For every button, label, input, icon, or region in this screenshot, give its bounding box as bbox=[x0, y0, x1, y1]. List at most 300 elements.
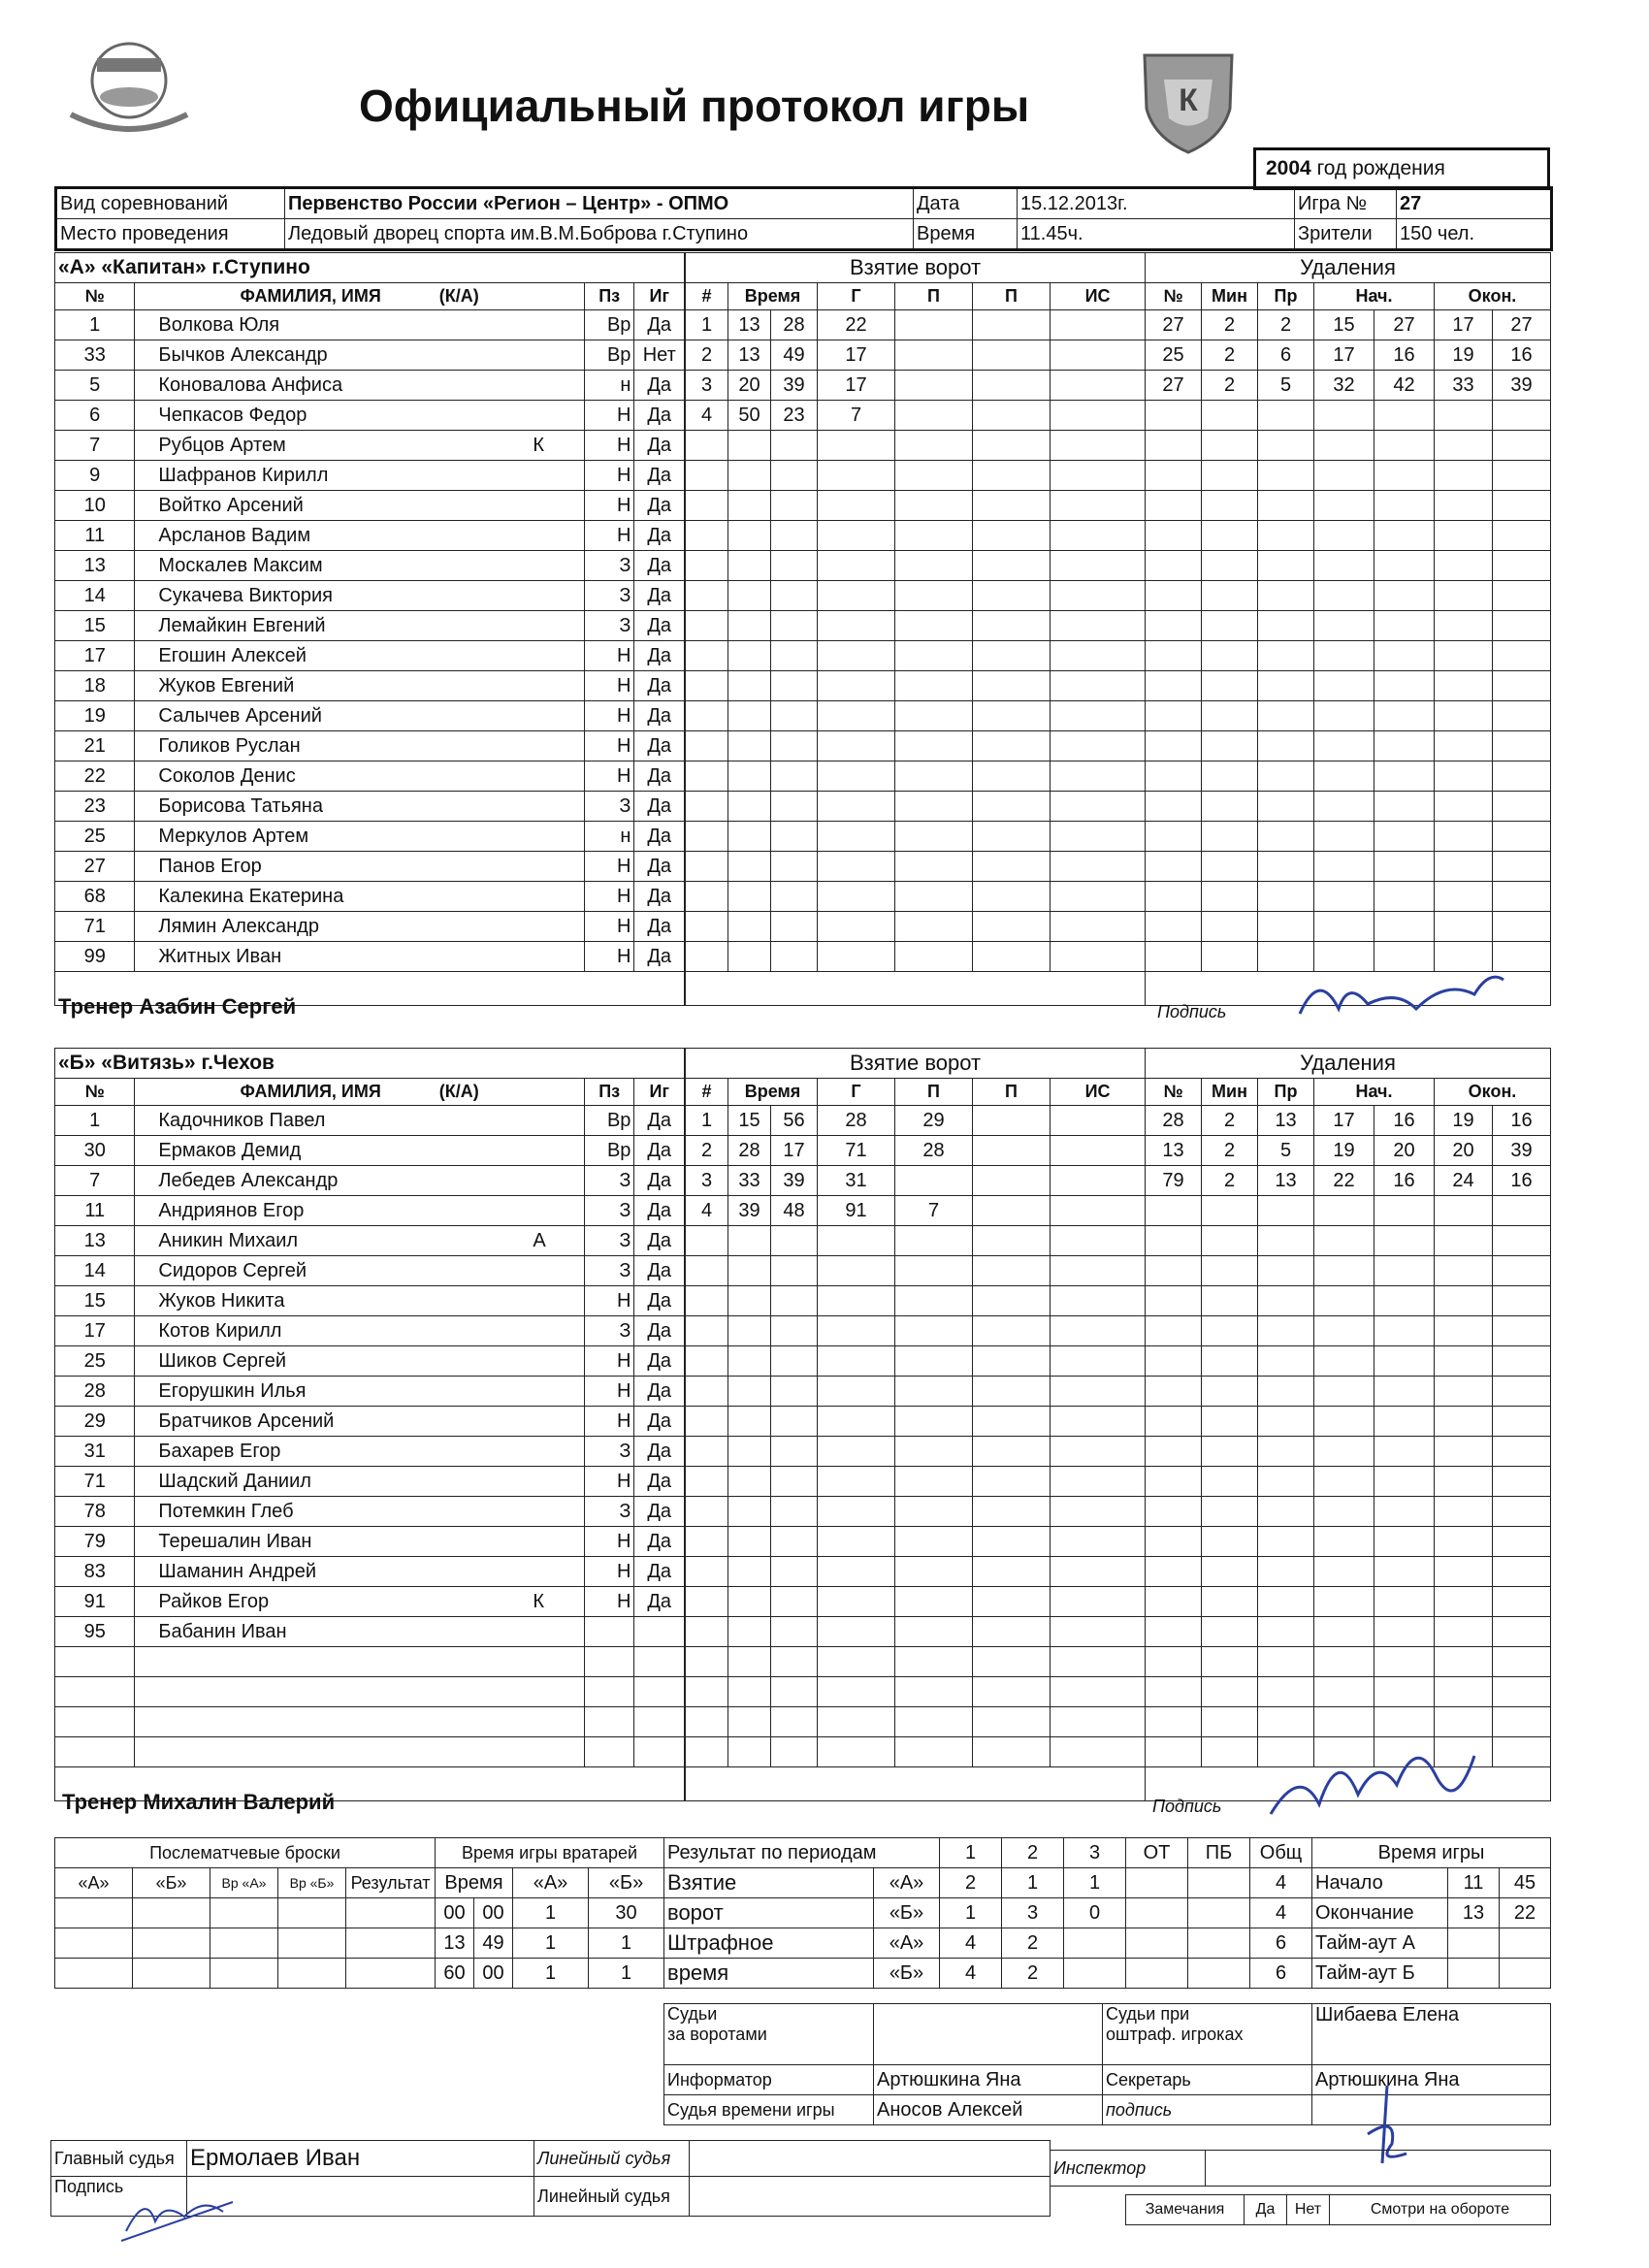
penalty-end-min bbox=[1435, 491, 1493, 521]
year-text: год рождения bbox=[1316, 157, 1445, 179]
goal-number bbox=[686, 852, 728, 882]
penalty-end-min bbox=[1435, 1647, 1493, 1677]
penalty-player bbox=[1146, 461, 1202, 491]
player-name-cell bbox=[135, 551, 585, 581]
player-position bbox=[584, 1617, 634, 1647]
goal-number bbox=[686, 822, 728, 852]
penalty-reason: 5 bbox=[1258, 371, 1314, 401]
player-position: Н bbox=[584, 1587, 634, 1617]
penalty-minutes bbox=[1202, 852, 1258, 882]
goal-assist1: 7 bbox=[895, 1196, 973, 1226]
penalty-minutes bbox=[1202, 1617, 1258, 1647]
goal-assist2 bbox=[973, 340, 1051, 371]
goal-second: 49 bbox=[771, 340, 818, 371]
penalty-minutes bbox=[1202, 1677, 1258, 1707]
goal-second bbox=[771, 1707, 818, 1737]
goal-number bbox=[686, 1467, 728, 1497]
penalty-start-sec bbox=[1374, 912, 1435, 942]
penalty-reason bbox=[1258, 1587, 1314, 1617]
goal-second bbox=[771, 912, 818, 942]
penalty-end-sec: 39 bbox=[1493, 1136, 1551, 1166]
goals-b-label: ворот bbox=[664, 1898, 874, 1928]
pz-header: Пз bbox=[584, 283, 634, 310]
shootout-b-header: «Б» bbox=[133, 1868, 210, 1898]
penalty-end-sec bbox=[1493, 1286, 1551, 1316]
player-played: Да bbox=[634, 1136, 685, 1166]
penalty-reason bbox=[1258, 822, 1314, 852]
penalty-start-min bbox=[1314, 431, 1374, 461]
player-row bbox=[55, 882, 685, 912]
penalty-start-min bbox=[1314, 912, 1374, 942]
penalty-end-min bbox=[1435, 641, 1493, 671]
name-header bbox=[135, 283, 585, 310]
penalty-row bbox=[1146, 431, 1551, 461]
name-header bbox=[135, 1079, 585, 1106]
goalie-a-number: 1 bbox=[513, 1898, 589, 1928]
team-a-penalties bbox=[1145, 252, 1551, 1006]
penalty-row bbox=[1146, 1166, 1551, 1196]
goal-number bbox=[686, 1377, 728, 1407]
end-label: Окончание bbox=[1312, 1898, 1448, 1928]
year-box bbox=[1253, 147, 1550, 190]
goal-assist2 bbox=[973, 1286, 1051, 1316]
penalty-player bbox=[1146, 1677, 1202, 1707]
penalty-start-sec bbox=[1374, 1196, 1435, 1226]
penalty-start-min: 32 bbox=[1314, 371, 1374, 401]
penalty-reason: 13 bbox=[1258, 1106, 1314, 1136]
linesman1-label: Линейный судья bbox=[534, 2141, 690, 2177]
player-row bbox=[55, 1587, 685, 1617]
goal-situation bbox=[1051, 912, 1146, 942]
player-row bbox=[55, 1497, 685, 1527]
penalty-row bbox=[1146, 1136, 1551, 1166]
goal-scorer bbox=[818, 611, 895, 641]
player-row bbox=[55, 1527, 685, 1557]
penalty-end-sec bbox=[1493, 581, 1551, 611]
goals-a-team: «А» bbox=[874, 1868, 940, 1898]
goal-assist2 bbox=[973, 1737, 1051, 1767]
penalty-reason bbox=[1258, 1346, 1314, 1377]
goal-number: 4 bbox=[686, 1196, 728, 1226]
penalty-player: 13 bbox=[1146, 1136, 1202, 1166]
penalty-end-sec bbox=[1493, 671, 1551, 701]
player-number: 11 bbox=[55, 1196, 135, 1226]
goal-scorer bbox=[818, 942, 895, 972]
goal-scorer bbox=[818, 1527, 895, 1557]
goal-row bbox=[686, 1707, 1146, 1737]
goals-title: Взятие ворот bbox=[686, 253, 1146, 283]
player-name-cell bbox=[135, 1497, 585, 1527]
pz-header: Пз bbox=[584, 1079, 634, 1106]
goal-assist2 bbox=[973, 671, 1051, 701]
team-b-signature bbox=[1261, 1727, 1494, 1838]
goals-a-period-value bbox=[1126, 1868, 1188, 1898]
goalie-time-row bbox=[436, 1959, 664, 1989]
goal-minute bbox=[728, 1677, 771, 1707]
goal-situation bbox=[1051, 942, 1146, 972]
assist1-header: П bbox=[895, 1079, 973, 1106]
shootout-result-header: Результат bbox=[346, 1868, 436, 1898]
goal-situation bbox=[1051, 1256, 1146, 1286]
player-played: Да bbox=[634, 1557, 685, 1587]
informer-label: Информатор bbox=[664, 2065, 874, 2095]
player-name-cell bbox=[135, 822, 585, 852]
player-played: Да bbox=[634, 1407, 685, 1437]
penalty-end-min bbox=[1435, 1467, 1493, 1497]
player-played bbox=[634, 1737, 685, 1767]
player-name-cell bbox=[135, 701, 585, 731]
penalty-reason bbox=[1258, 1497, 1314, 1527]
player-row bbox=[55, 1136, 685, 1166]
team-a-coach: Тренер Азабин Сергей bbox=[58, 994, 297, 1019]
goal-row bbox=[686, 521, 1146, 551]
penalty-minutes bbox=[1202, 551, 1258, 581]
goal-second bbox=[771, 1226, 818, 1256]
penalty-end-min bbox=[1435, 1346, 1493, 1377]
player-position: З bbox=[584, 1497, 634, 1527]
period-results-title: Результат по периодам bbox=[664, 1838, 940, 1868]
goal-minute: 13 bbox=[728, 310, 771, 340]
goal-minute bbox=[728, 1407, 771, 1437]
goal-assist2 bbox=[973, 1256, 1051, 1286]
goal-assist2 bbox=[973, 1377, 1051, 1407]
pen-min-header: Мин bbox=[1202, 283, 1258, 310]
penalty-start-sec bbox=[1374, 1467, 1435, 1497]
player-row bbox=[55, 701, 685, 731]
penalty-reason bbox=[1258, 792, 1314, 822]
player-number: 13 bbox=[55, 1226, 135, 1256]
player-row bbox=[55, 1166, 685, 1196]
goals-b-period-value: 1 bbox=[940, 1898, 1002, 1928]
penalty-player bbox=[1146, 1497, 1202, 1527]
goalie-time-row bbox=[436, 1898, 664, 1928]
goal-situation bbox=[1051, 1587, 1146, 1617]
goal-assist2 bbox=[973, 792, 1051, 822]
penalty-end-sec bbox=[1493, 491, 1551, 521]
penalty-start-sec bbox=[1374, 1557, 1435, 1587]
goal-assist1 bbox=[895, 491, 973, 521]
penalty-start-sec bbox=[1374, 491, 1435, 521]
penalty-reason bbox=[1258, 1256, 1314, 1286]
player-played bbox=[634, 1707, 685, 1737]
penalty-end-sec bbox=[1493, 551, 1551, 581]
game-info-table bbox=[54, 186, 1553, 251]
penalty-end-sec bbox=[1493, 1677, 1551, 1707]
goal-minute bbox=[728, 1707, 771, 1737]
penalty-end-min bbox=[1435, 1497, 1493, 1527]
goal-second bbox=[771, 792, 818, 822]
player-name-cell bbox=[135, 1136, 585, 1166]
goal-assist2 bbox=[973, 310, 1051, 340]
goal-situation bbox=[1051, 461, 1146, 491]
goalie-a-number: 1 bbox=[513, 1928, 589, 1959]
penalty-player bbox=[1146, 401, 1202, 431]
goal-assist1 bbox=[895, 1557, 973, 1587]
goal-assist2 bbox=[973, 1587, 1051, 1617]
goal-scorer bbox=[818, 431, 895, 461]
player-name-cell bbox=[135, 1377, 585, 1407]
penalty-end-min bbox=[1435, 882, 1493, 912]
penalty-end-min bbox=[1435, 671, 1493, 701]
player-number: 91 bbox=[55, 1587, 135, 1617]
penalty-time-a-period-value bbox=[1126, 1928, 1188, 1959]
penalty-player bbox=[1146, 1587, 1202, 1617]
goal-row bbox=[686, 1106, 1146, 1136]
penalty-row bbox=[1146, 1617, 1551, 1647]
player-row bbox=[55, 1316, 685, 1346]
goals-b-period-value: 3 bbox=[1002, 1898, 1064, 1928]
player-position: З bbox=[584, 1226, 634, 1256]
timeout-b-label: Тайм-аут Б bbox=[1312, 1959, 1448, 1989]
player-position: Н bbox=[584, 491, 634, 521]
goal-row bbox=[686, 310, 1146, 340]
penalty-reason bbox=[1258, 611, 1314, 641]
player-name: Жуков Никита bbox=[158, 1289, 285, 1312]
player-row bbox=[55, 1707, 685, 1737]
inspector-label: Инспектор bbox=[1051, 2151, 1206, 2187]
player-name: Кадочников Павел bbox=[158, 1109, 326, 1131]
player-played: Да bbox=[634, 581, 685, 611]
player-number: 7 bbox=[55, 1166, 135, 1196]
penalty-reason: 5 bbox=[1258, 1136, 1314, 1166]
penalty-row bbox=[1146, 1256, 1551, 1286]
goal-row bbox=[686, 882, 1146, 912]
player-name: Меркулов Артем bbox=[158, 825, 309, 847]
player-name: Войтко Арсений bbox=[158, 494, 304, 516]
goal-minute bbox=[728, 1256, 771, 1286]
team-b-title: «Б» «Витязь» г.Чехов bbox=[55, 1049, 685, 1079]
player-position: З bbox=[584, 611, 634, 641]
goal-assist2 bbox=[973, 611, 1051, 641]
goal-second bbox=[771, 461, 818, 491]
player-row bbox=[55, 1196, 685, 1226]
penalty-start-min bbox=[1314, 1226, 1374, 1256]
penalty-reason bbox=[1258, 551, 1314, 581]
player-number: 1 bbox=[55, 1106, 135, 1136]
player-name: Котов Кирилл bbox=[158, 1319, 282, 1342]
penalty-end-min bbox=[1435, 1377, 1493, 1407]
goal-situation bbox=[1051, 882, 1146, 912]
player-number: 31 bbox=[55, 1437, 135, 1467]
penalty-row bbox=[1146, 1196, 1551, 1226]
goal-assist1 bbox=[895, 1316, 973, 1346]
penalty-end-min bbox=[1435, 1557, 1493, 1587]
player-name: Аникин Михаил bbox=[158, 1229, 299, 1251]
goal-assist1 bbox=[895, 431, 973, 461]
penalty-player bbox=[1146, 641, 1202, 671]
goalie-time-row bbox=[436, 1928, 664, 1959]
penalty-start-sec bbox=[1374, 822, 1435, 852]
penalty-start-sec bbox=[1374, 1316, 1435, 1346]
player-name-cell bbox=[135, 852, 585, 882]
secretary-value: Артюшкина Яна bbox=[1312, 2065, 1551, 2095]
player-played bbox=[634, 1677, 685, 1707]
period-header-6: Общ bbox=[1250, 1838, 1312, 1868]
goal-assist2 bbox=[973, 1407, 1051, 1437]
goal-row bbox=[686, 581, 1146, 611]
player-name-cell bbox=[135, 1437, 585, 1467]
player-row bbox=[55, 371, 685, 401]
penalty-row bbox=[1146, 1587, 1551, 1617]
player-played: Да bbox=[634, 1527, 685, 1557]
player-position: З bbox=[584, 1196, 634, 1226]
player-position: Вр bbox=[584, 1136, 634, 1166]
goal-scorer bbox=[818, 671, 895, 701]
goalie-second: 00 bbox=[474, 1898, 513, 1928]
goal-num-header: # bbox=[686, 1079, 728, 1106]
penalty-start-min bbox=[1314, 701, 1374, 731]
goal-assist2 bbox=[973, 1226, 1051, 1256]
penalty-row bbox=[1146, 551, 1551, 581]
penalty-row bbox=[1146, 1407, 1551, 1437]
start-label: Начало bbox=[1312, 1868, 1448, 1898]
player-played: Да bbox=[634, 852, 685, 882]
goal-row bbox=[686, 1136, 1146, 1166]
player-name: Шадский Даниил bbox=[158, 1470, 311, 1492]
penalty-minutes bbox=[1202, 1377, 1258, 1407]
penalty-minutes bbox=[1202, 671, 1258, 701]
player-played: Да bbox=[634, 1497, 685, 1527]
goal-row bbox=[686, 340, 1146, 371]
player-played: Да bbox=[634, 1106, 685, 1136]
penalty-row bbox=[1146, 310, 1551, 340]
goal-minute: 39 bbox=[728, 1196, 771, 1226]
player-position: З bbox=[584, 1316, 634, 1346]
goal-row bbox=[686, 491, 1146, 521]
goal-row bbox=[686, 611, 1146, 641]
penalty-row bbox=[1146, 581, 1551, 611]
penalty-reason bbox=[1258, 1617, 1314, 1647]
goal-assist2 bbox=[973, 1467, 1051, 1497]
goal-row bbox=[686, 401, 1146, 431]
penalty-minutes: 2 bbox=[1202, 1106, 1258, 1136]
goal-assist1 bbox=[895, 852, 973, 882]
goal-row bbox=[686, 461, 1146, 491]
penalty-time-b-period-value bbox=[1064, 1959, 1126, 1989]
penalty-player bbox=[1146, 1286, 1202, 1316]
penalty-start-min bbox=[1314, 611, 1374, 641]
competition-label: Вид соревнований bbox=[56, 188, 285, 219]
goal-number bbox=[686, 701, 728, 731]
penalty-minutes bbox=[1202, 461, 1258, 491]
penalty-reason bbox=[1258, 401, 1314, 431]
player-name-cell bbox=[135, 1737, 585, 1767]
goal-situation bbox=[1051, 852, 1146, 882]
penalty-end-sec bbox=[1493, 1196, 1551, 1226]
goal-situation bbox=[1051, 340, 1146, 371]
goal-scorer bbox=[818, 1286, 895, 1316]
penalty-player bbox=[1146, 1557, 1202, 1587]
goal-second: 39 bbox=[771, 371, 818, 401]
goal-minute bbox=[728, 671, 771, 701]
goal-scorer-header: Г bbox=[818, 283, 895, 310]
goal-assist2 bbox=[973, 822, 1051, 852]
player-row bbox=[55, 340, 685, 371]
goal-number bbox=[686, 1557, 728, 1587]
player-name-cell bbox=[135, 1677, 585, 1707]
penalty-player: 27 bbox=[1146, 310, 1202, 340]
penalty-end-sec: 16 bbox=[1493, 340, 1551, 371]
time-value: 11.45ч. bbox=[1018, 219, 1295, 250]
penalty-player bbox=[1146, 1256, 1202, 1286]
timeout-a-label: Тайм-аут А bbox=[1312, 1928, 1448, 1959]
ka-header: (К/А) bbox=[438, 286, 479, 306]
goalie-minute: 13 bbox=[436, 1928, 474, 1959]
player-row bbox=[55, 761, 685, 792]
penalty-reason bbox=[1258, 1527, 1314, 1557]
penalty-start-sec bbox=[1374, 1286, 1435, 1316]
penalty-end-sec bbox=[1493, 1226, 1551, 1256]
goal-second bbox=[771, 1737, 818, 1767]
goal-assist2 bbox=[973, 371, 1051, 401]
goal-assist1 bbox=[895, 1617, 973, 1647]
goal-number: 1 bbox=[686, 1106, 728, 1136]
penalty-end-sec bbox=[1493, 1346, 1551, 1377]
goal-situation bbox=[1051, 581, 1146, 611]
penalty-player bbox=[1146, 431, 1202, 461]
goal-minute bbox=[728, 1316, 771, 1346]
remarks-no: Нет bbox=[1287, 2195, 1330, 2225]
player-name-cell bbox=[135, 882, 585, 912]
player-number: 28 bbox=[55, 1377, 135, 1407]
penalty-end-min: 24 bbox=[1435, 1166, 1493, 1196]
goals-b-period-value bbox=[1188, 1898, 1250, 1928]
penalty-end-sec bbox=[1493, 1437, 1551, 1467]
team-a-goals bbox=[685, 252, 1146, 1006]
player-name: Салычев Арсений bbox=[158, 704, 322, 727]
goal-scorer bbox=[818, 761, 895, 792]
player-number bbox=[55, 1707, 135, 1737]
secretary-sign-label: подпись bbox=[1103, 2095, 1312, 2125]
player-played: Да bbox=[634, 792, 685, 822]
goal-assist1: 29 bbox=[895, 1106, 973, 1136]
player-captain-mark: К bbox=[533, 1590, 545, 1612]
goals-a-period-value: 4 bbox=[1250, 1868, 1312, 1898]
penalty-minutes bbox=[1202, 1316, 1258, 1346]
penalty-start-min bbox=[1314, 521, 1374, 551]
penalty-minutes bbox=[1202, 611, 1258, 641]
penalty-player bbox=[1146, 611, 1202, 641]
goal-second: 17 bbox=[771, 1136, 818, 1166]
goal-second bbox=[771, 852, 818, 882]
goal-number bbox=[686, 882, 728, 912]
player-number: 25 bbox=[55, 822, 135, 852]
assist2-header: П bbox=[973, 1079, 1051, 1106]
goalie-time-title: Время игры вратарей bbox=[436, 1838, 664, 1868]
team-a-roster bbox=[54, 252, 685, 1006]
penalty-minutes bbox=[1202, 1557, 1258, 1587]
goal-second bbox=[771, 551, 818, 581]
goal-situation bbox=[1051, 491, 1146, 521]
year-number: 2004 bbox=[1266, 157, 1311, 179]
player-number: 10 bbox=[55, 491, 135, 521]
goal-minute: 33 bbox=[728, 1166, 771, 1196]
penalty-minutes bbox=[1202, 1707, 1258, 1737]
goal-assist2 bbox=[973, 942, 1051, 972]
player-name-cell bbox=[135, 521, 585, 551]
goal-situation bbox=[1051, 1617, 1146, 1647]
team-b-penalties bbox=[1145, 1048, 1551, 1801]
player-played: Да bbox=[634, 671, 685, 701]
player-number: 6 bbox=[55, 401, 135, 431]
player-played: Да bbox=[634, 611, 685, 641]
penalty-start-sec bbox=[1374, 1407, 1435, 1437]
player-name: Терешалин Иван bbox=[158, 1530, 312, 1552]
goal-situation bbox=[1051, 1286, 1146, 1316]
penalties-title: Удаления bbox=[1146, 253, 1551, 283]
player-name: Бычков Александр bbox=[158, 343, 328, 366]
player-played: Да bbox=[634, 461, 685, 491]
